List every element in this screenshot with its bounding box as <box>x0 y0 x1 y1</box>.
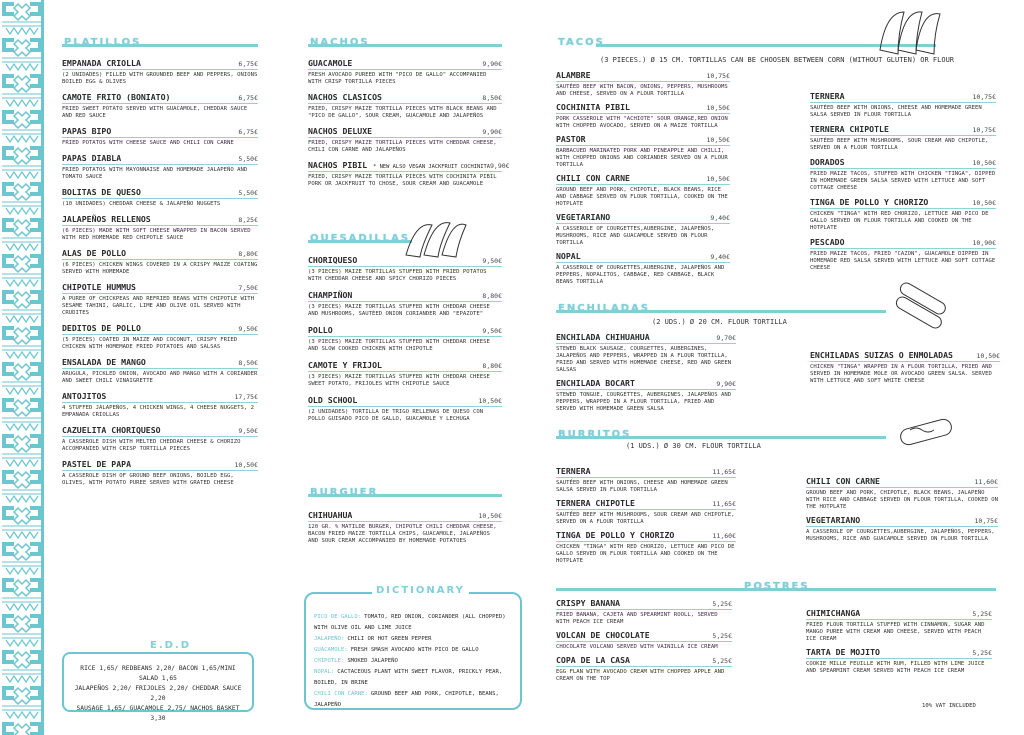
menu-item-price: 6,75€ <box>238 94 258 102</box>
platillos-list <box>62 58 258 487</box>
dictionary-entry <box>314 634 512 645</box>
menu-item-name: PESCADO <box>810 237 845 247</box>
menu-item-description: FRIED POTATOS WITH CHEESE SAUCE AND CHILI CON CARNE <box>62 140 234 146</box>
menu-item-price: 8,50€ <box>482 94 502 102</box>
menu-item-price: 10,75€ <box>706 72 730 80</box>
section-title-platillos: PLATILLOS <box>62 34 258 52</box>
menu-item-price: 10,50€ <box>706 136 730 144</box>
menu-item-name: DEDITOS DE POLLO <box>62 323 141 333</box>
dictionary-entry <box>314 667 512 689</box>
menu-item-price: 10,50€ <box>478 512 502 520</box>
menu-item-header <box>810 350 1000 362</box>
menu-item-header <box>62 425 258 437</box>
dictionary-term: JALAPEÑO: <box>314 636 345 642</box>
burritos-subtitle: (1 UDS.) Ø 30 CM. FLOUR TORTILLA <box>626 442 761 450</box>
menu-item <box>556 173 730 208</box>
menu-item-price: 10,50€ <box>478 397 502 405</box>
menu-item-price: 8,50€ <box>238 359 258 367</box>
menu-item-header <box>810 197 996 209</box>
menu-item-name: NACHOS PIBIL * NEW ALSO VEGAN JACKFRUIT COCHINITA <box>308 160 490 170</box>
menu-item <box>308 510 502 545</box>
section-title-nachos: NACHOS <box>308 34 502 52</box>
menu-item-header <box>308 395 502 407</box>
menu-item-header <box>62 214 258 226</box>
menu-item-price: 5,25€ <box>712 600 732 608</box>
menu-item <box>62 248 258 276</box>
menu-item-note: * NEW ALSO VEGAN JACKFRUIT COCHINITA <box>373 164 490 170</box>
menu-item-description: (3 PIECES) MAIZE TORTILLAS STUFFED WITH CHEDDAR CHEESE SWEET POTATO, FRIJOLES WITH CHIPOTLE SAUCE <box>308 374 490 387</box>
menu-item-price: 5,25€ <box>972 649 992 657</box>
menu-item-name: ENCHILADA CHIHUAHUA <box>556 332 650 342</box>
menu-item-header <box>308 510 502 522</box>
menu-item-description: FRIED POTATOS WITH MAYONNAISE AND HOMEMADE JALAPEÑO AND TOMATO SAUCE <box>62 167 248 180</box>
menu-item-name: COPA DE LA CASA <box>556 655 630 665</box>
menu-item-header <box>62 459 258 471</box>
menu-item-name: ALAMBRE <box>556 70 591 80</box>
menu-item-name: PAPAS BIPO <box>62 126 112 136</box>
dictionary-term: CHIPOTLE: <box>314 658 345 664</box>
dictionary-entry <box>314 656 512 667</box>
menu-item <box>62 425 258 453</box>
menu-item <box>556 498 736 526</box>
menu-item <box>556 630 732 651</box>
menu-item-description: CHICKEN "TINGA" WRAPPED IN A FLOUR TORTILLA, FRIED AND SERVED IN HOMEMADE MOLE OR AVOCADO GREEN SALSA. SERVED WITH LETTUCE AND SOFT WHITE CHEESE <box>810 364 992 384</box>
menu-item <box>62 58 258 86</box>
menu-item-name: CHIHUAHUA <box>308 510 353 520</box>
enchiladas-left-list <box>556 328 736 413</box>
menu-item-description: FRIED SWEET POTATO SERVED WITH GUACAMOLE, CHEDDAR SAUCE AND RED SAUCE <box>62 106 248 119</box>
menu-item-name: CAMOTE FRITO (BONIATO) <box>62 92 171 102</box>
menu-item-name: NACHOS DELUXE <box>308 126 373 136</box>
extras-line: RICE 1,65/ REDBEANS 2,20/ BACON 1,65/MINI SALAD 1,65 <box>80 665 236 682</box>
burritos-left-list <box>556 462 736 565</box>
menu-item-description: (5 PIECES) COATED IN MAIZE AND COCONUT, CRISPY FRIED CHICKEN WITH HOMEMADE FRIED POTATOES AND SALSAS <box>62 337 238 350</box>
menu-item-description: FRIED, CRISPY MAIZE TORTILLA PIECES WITH COCHINITA PIBIL PORK OR JACKFRUIT TO CHOSE, SOUR CREAM AND GUACAMOLE <box>308 174 497 187</box>
menu-item <box>810 91 996 119</box>
platillos-column <box>62 34 258 487</box>
menu-item-price: 9,90€ <box>482 128 502 136</box>
menu-item-price: 10,75€ <box>972 93 996 101</box>
menu-item-name: TARTA DE MOJITO <box>806 647 880 657</box>
dictionary-term: GUACAMOLE: <box>314 647 348 653</box>
menu-item-description: 120 GR. % MATILDE BURGER, CHIPOTLE CHILI CHEDDAR CHEESE, BACON FRIED MAIZE TORTILLA CHIPS, GUACAMOLE, JALAPEÑOS AND SOUR CREAM ACCOMPANIED BY HOMEMADE POTATOES <box>308 524 497 544</box>
menu-item-description: (10 UNIDADES) CHEDDAR CHEESE & JALAPEÑO NUGGETS <box>62 201 221 207</box>
menu-item-name: POLLO <box>308 325 333 335</box>
menu-item-price: 5,50€ <box>238 155 258 163</box>
menu-item <box>62 357 258 385</box>
menu-item-header <box>308 325 502 337</box>
menu-item <box>308 160 510 188</box>
menu-item-header <box>62 282 258 294</box>
enchiladas-subtitle: (2 UDS.) Ø 20 CM. FLOUR TORTILLA <box>652 318 787 326</box>
menu-item-description: SAUTÉED BEEF WITH ONIONS, CHEESE AND HOMEMADE GREEN SALSA SERVED IN FLOUR TORTILLA <box>556 480 728 493</box>
menu-item-price: 10,75€ <box>974 517 998 525</box>
menu-item-price: 10,50€ <box>972 159 996 167</box>
burritos-right-list <box>806 472 998 543</box>
menu-item <box>806 476 998 511</box>
menu-item-description: FRIED, CRISPY MAIZE TORTILLA PIECES WITH BLACK BEANS AND "PICO DE GALLO", SOUR CREAM, GUACAMOLE AND JALAPEÑOS <box>308 106 497 119</box>
menu-item <box>556 70 730 98</box>
menu-item <box>62 126 258 147</box>
menu-item-name: GUACAMOLE <box>308 58 353 68</box>
extras-line: SAUSAGE 1,65/ GUACAMOLE 2,75/ NACHOS BASKET 3,30 <box>76 705 240 722</box>
menu-item-description: CHICKEN "TINGA" WITH RED CHORIZO, LETTUCE AND PICO DE GALLO SERVED ON FLOUR TORTILLA AND COOKED ON THE HOTPLATE <box>556 544 735 564</box>
quesadillas-list <box>308 255 502 423</box>
menu-item-name: PASTEL DE PAPA <box>62 459 132 469</box>
menu-item-description: (6 PIECES) MADE WITH SOFT CHEESE WRAPPED IN BACON SERVED WITH RED HOMEMADE RED CHIPOTLE SAUCE <box>62 228 251 241</box>
menu-item <box>62 391 258 419</box>
menu-item-price: 10,50€ <box>234 461 258 469</box>
nachos-column <box>308 34 510 188</box>
menu-item-name: CHILI CON CARNE <box>806 476 880 486</box>
menu-item-price: 10,90€ <box>972 239 996 247</box>
menu-item <box>810 124 996 152</box>
menu-item-price: 10,50€ <box>706 104 730 112</box>
menu-item-name: ENCHILADAS SUIZAS O ENMOLADAS <box>810 350 953 360</box>
menu-item-name: JALAPEÑOS RELLENOS <box>62 214 151 224</box>
menu-item <box>62 214 258 242</box>
menu-item-header <box>556 70 730 82</box>
quesadilla-illustration <box>402 215 470 261</box>
menu-item-name: VEGETARIANO <box>556 212 611 222</box>
menu-item-description: (3 PIECES) MAIZE TORTILLAS STUFFED WITH FRIED POTATOS WITH CHEDDAR CHEESE AND SPICY CHORIZO PIECES <box>308 269 487 282</box>
menu-item-price: 6,75€ <box>238 60 258 68</box>
menu-item-name: TINGA DE POLLO Y CHORIZO <box>556 530 675 540</box>
menu-item-price: 9,40€ <box>710 253 730 261</box>
menu-item-description: GROUND BEEF AND PORK, CHIPOTLE, BLACK BEANS, RICE AND CABBAGE SERVED ON FLOUR TORTILLA, COOKED ON THE HOTPLATE <box>556 187 728 207</box>
menu-item-name: VOLCAN DE CHOCOLATE <box>556 630 650 640</box>
menu-item <box>62 92 258 120</box>
menu-item-header <box>556 332 736 344</box>
menu-item-name: ENCHILADA BOCART <box>556 378 635 388</box>
menu-item-description: STEWED BLACK SAUSAGE, COURGETTES, AUBERGINES, JALAPEÑOS AND PEPPERS, WRAPPED IN A FLOUR TORTILLA, FRIED AND SERVED WITH HOMEMADE CHEESE, RED AND GREEN SALSAS <box>556 346 732 373</box>
menu-item-name: CRISPY BANANA <box>556 598 621 608</box>
menu-item <box>62 323 258 351</box>
burguer-column <box>308 484 502 545</box>
menu-item <box>810 237 996 272</box>
menu-item-name: CHILI CON CARNE <box>556 173 630 183</box>
menu-item-header <box>556 630 732 642</box>
menu-item-header <box>806 647 992 659</box>
menu-item-price: 10,50€ <box>976 352 1000 360</box>
menu-item-price: 11,65€ <box>712 500 736 508</box>
dictionary-term: CHILI CON CARNE: <box>314 691 368 697</box>
menu-item <box>308 325 502 353</box>
menu-item-description: (3 PIECES) MAIZE TORTILLAS STUFFED WITH CHEDDAR CHEESE AND MUSHROOMS, SAUTÉED ONION CORIANDER AND "EPAZOTE" <box>308 304 490 317</box>
menu-item-price: 11,60€ <box>974 478 998 486</box>
menu-item-name: CAZUELITA CHORIQUESO <box>62 425 161 435</box>
menu-item-description: CHICKEN "TINGA" WITH RED CHORIZO, LETTUCE AND PICO DE GALLO SERVED ON FLOUR TORTILLA AND COOKED ON THE HOTPLATE <box>810 211 989 231</box>
menu-item <box>308 92 502 120</box>
dictionary-entry <box>314 689 512 711</box>
extras-box <box>62 652 254 722</box>
menu-item-description: GROUND BEEF AND PORK, CHIPOTLE, BLACK BEANS, JALAPEÑO WITH RICE AND CABBAGE SERVED ON FLOUR TORTILLA, COOKED ON THE HOTPLATE <box>806 490 998 510</box>
menu-item <box>62 282 258 317</box>
menu-item-description: 4 STUFFED JALAPEÑOS, 4 CHICKEN WINGS, 4 CHEESE NUGGETS, 2 EMPANADA CRIOLLAS <box>62 405 254 418</box>
menu-item <box>556 598 732 626</box>
menu-item-price: 8,80€ <box>238 250 258 258</box>
menu-item-description: COOKIE MILLE FEUILLE WITH RUM, FILLED WITH LIME JUICE AND SPEARMINT CREAM SERVED WITH PEACH ICE CREAM <box>806 661 985 674</box>
section-title-burritos: BURRITOS <box>556 426 996 444</box>
menu-item-description: STEWED TONGUE, COURGETTES, AUBERGINES, JALAPEÑOS AND PEPPERS, WRAPPED IN A FLOUR TORTILLA, FRIED AND SERVED WITH HOMEMADE GREEN SALSA <box>556 392 732 412</box>
postres-right-list <box>806 604 992 675</box>
menu-item-header <box>556 655 732 667</box>
menu-item-description: A CASSEROLE DISH OF GROUND BEEF ONIONS, BOILED EGG, OLIVES, WITH POTATO PUREE SERVED WITH GRATED CHEESE <box>62 473 234 486</box>
postres-left-list <box>556 594 732 683</box>
menu-item-name: OLD SCHOOL <box>308 395 358 405</box>
menu-item-price: 7,50€ <box>238 284 258 292</box>
menu-item-header <box>62 323 258 335</box>
menu-item <box>556 212 730 247</box>
section-title-postres: POSTRES <box>556 578 996 596</box>
menu-item-price: 8,80€ <box>482 292 502 300</box>
menu-item <box>62 153 258 181</box>
menu-item-description: A CASSEROLE DISH WITH MELTED CHEDDAR CHEESE & CHORIZO ACCOMPANIED WITH CRISP TORTILLA PIECES <box>62 439 241 452</box>
menu-item-price: 9,50€ <box>482 327 502 335</box>
menu-item-price: 9,90€ <box>490 162 510 170</box>
menu-item-header <box>308 290 502 302</box>
menu-item-header <box>556 173 730 185</box>
menu-item-header <box>556 498 736 510</box>
menu-item-price: 11,65€ <box>712 468 736 476</box>
menu-item-name: CHIPOTLE HUMMUS <box>62 282 136 292</box>
dictionary-box <box>304 592 522 710</box>
menu-item-price: 8,80€ <box>482 362 502 370</box>
menu-item-price: 10,75€ <box>972 126 996 134</box>
menu-item-name: TINGA DE POLLO Y CHORIZO <box>810 197 929 207</box>
menu-item-price: 9,90€ <box>482 60 502 68</box>
dictionary-entry <box>314 645 512 656</box>
menu-item-name: CAMOTE Y FRIJOL <box>308 360 382 370</box>
menu-item-header <box>806 608 992 620</box>
menu-item <box>806 647 992 675</box>
menu-item-description: FRIED BANANA, CAJETA AND SPEARMINT ROOLL, SERVED WITH PEACH ICE CREAM <box>556 612 718 625</box>
menu-item-price: 9,90€ <box>716 380 736 388</box>
menu-item-header <box>556 466 736 478</box>
menu-item-name: DORADOS <box>810 157 845 167</box>
menu-item-header <box>556 530 736 542</box>
dictionary-definition: GROUND BEEF AND PORK, CHIPOTLE, BEANS, JALAPEÑO <box>314 691 499 708</box>
menu-item-description: FRIED, CRISPY MAIZE TORTILLA PIECES WITH CHEDDAR CHEESE, CHILI CON CARNE AND JALAPEÑOS <box>308 140 497 153</box>
menu-item-description: FRIED MAIZE TACOS, FRIED "CAZON", GUACAMOLE DIPPED IN HOMEMADE RED SALSA SERVED WITH LETTUCE AND SOFT COTTAGE CHEESE <box>810 251 996 271</box>
menu-item-description: EGG FLAN WITH AVOCADO CREAM WITH CHOPPED APPLE AND CREAM ON THE TOP <box>556 669 725 682</box>
menu-item <box>556 134 730 169</box>
menu-item <box>308 395 502 423</box>
menu-item-header <box>62 357 258 369</box>
menu-item-name: PAPAS DIABLA <box>62 153 122 163</box>
dictionary-title: DICTIONARY <box>372 585 469 596</box>
menu-item-name: BOLITAS DE QUESO <box>62 187 141 197</box>
burrito-illustration <box>896 412 956 452</box>
dictionary-term: PICO DE GALLO: <box>314 614 362 620</box>
menu-item-name: TERNERA <box>556 466 591 476</box>
menu-item-price: 8,25€ <box>238 216 258 224</box>
menu-item-name: ANTOJITOS <box>62 391 107 401</box>
menu-item-description: FRIED FLOUR TORTILLA STUFFED WITH CINNAMON, SUGAR AND MANGO PUREE WITH CREAM AND CHEESE, SERVED WITH PEACH ICE CREAM <box>806 622 985 642</box>
menu-item-description: CHOCOLATE VOLCANO SERVED WITH VAINILLA ICE CREAM <box>556 644 718 650</box>
enchiladas-right-list <box>810 346 1000 385</box>
menu-item-description: SAUTÉED BEEF WITH MUSHROOMS, SOUR CREAM AND CHIPOTLE, SERVED ON A FLOUR TORTILLA <box>810 138 989 151</box>
menu-item-description: SAUTÉED BEEF WITH ONIONS, CHEESE AND HOMEMADE GREEN SALSA SERVED IN FLOUR TORTILLA <box>810 105 982 118</box>
menu-item-description: (6 PIECES) CHICKEN WINGS COVERED IN A CRISPY MAIZE COATING SERVED WITH HOMEMADE <box>62 262 258 275</box>
menu-item-price: 9,50€ <box>482 257 502 265</box>
tacos-left-list <box>556 66 730 286</box>
menu-item-description: FRESH AVOCADO PUREED WITH "PICO DE GALLO" ACCOMPANIED WITH CRISP TORTILLA PIECES <box>308 72 487 85</box>
menu-item-price: 9,50€ <box>238 427 258 435</box>
menu-item <box>556 466 736 494</box>
menu-item-price: 9,70€ <box>716 334 736 342</box>
menu-item-description: FRIED MAIZE TACOS, STUFFED WITH CHICKEN "TINGA", DIPPED IN HOMEMADE GREEN SALSA SERVED WITH LETTUCE AND SOFT COTTAGE CHEESE <box>810 171 996 191</box>
menu-item <box>62 459 258 487</box>
menu-item-header <box>556 378 736 390</box>
menu-item-description: SAUTÉED BEEF WITH MUSHROOMS, SOUR CREAM AND CHIPOTLE, SERVED ON A FLOUR TORTILLA <box>556 512 735 525</box>
menu-item-name: PASTOR <box>556 134 586 144</box>
menu-item <box>308 126 502 154</box>
menu-item-price: 5,50€ <box>238 189 258 197</box>
dictionary-entry <box>314 612 512 634</box>
menu-item-header <box>810 237 996 249</box>
menu-item-description: (3 PIECES) MAIZE TORTILLAS STUFFED WITH CHEDDAR CHEESE AND SLOW COOKED CHICKEN WITH CHIPOTLE <box>308 339 490 352</box>
aztec-pattern-border <box>0 0 44 735</box>
menu-item <box>308 58 502 86</box>
menu-item <box>806 608 992 643</box>
menu-item-header <box>308 92 502 104</box>
menu-item-header <box>556 251 730 263</box>
menu-item <box>308 290 502 318</box>
menu-item-price: 11,60€ <box>712 532 736 540</box>
menu-item-header <box>308 126 502 138</box>
menu-item-header <box>308 58 502 70</box>
menu-item-header <box>62 248 258 260</box>
menu-item-name: VEGETARIANO <box>806 515 861 525</box>
menu-item-header <box>62 92 258 104</box>
menu-item-header <box>806 515 998 527</box>
menu-item-price: 17,75€ <box>234 393 258 401</box>
menu-item <box>556 655 732 683</box>
menu-item-header <box>556 134 730 146</box>
menu-item-price: 10,50€ <box>706 175 730 183</box>
extras-title: E.D.D <box>146 640 195 651</box>
menu-item-name: NOPAL <box>556 251 581 261</box>
enchiladas-illustration <box>892 282 952 332</box>
menu-item-name: ALAS DE POLLO <box>62 248 127 258</box>
menu-item-header <box>308 360 502 372</box>
menu-item-header <box>810 124 996 136</box>
menu-item-header <box>810 91 996 103</box>
menu-item-name: COCHINITA PIBIL <box>556 102 630 112</box>
dictionary-definition: CHILI OR HOT GREEN PEPPER <box>347 636 432 642</box>
menu-item-name: TERNERA CHIPOTLE <box>810 124 889 134</box>
menu-item-header <box>62 58 258 70</box>
menu-item-name: CHORIQUESO <box>308 255 358 265</box>
dictionary-definition: TOMATO, RED ONION, CORIANDER (ALL CHOPPED) WITH OLIVE OIL AND LIME JUICE <box>314 614 506 631</box>
menu-item <box>62 187 258 208</box>
menu-item-header <box>810 157 996 169</box>
menu-item <box>810 157 996 192</box>
menu-item-description: SAUTÉED BEEF WITH BACON, ONIONS, PEPPERS, MUSHROOMS AND CHEESE, SERVED ON A FLOUR TORTILLA <box>556 84 728 97</box>
menu-item <box>556 251 730 286</box>
menu-item-description: ARUGULA, PICKLED ONION, AVOCADO AND MANGO WITH A CORIANDER AND SWEET CHILI VINAIGRETTE <box>62 371 258 384</box>
menu-item-description: A CASSEROLE OF COURGETTES,AUBERGINE, JALAPEÑOS, PEPPERS, MUSHROOMS, RICE AND GUACAMOLE SERVED ON FLOUR TORTILLA <box>806 529 995 542</box>
dictionary-definition: SMOKED JALAPEÑO <box>347 658 398 664</box>
burguer-list <box>308 510 502 545</box>
menu-item-header <box>806 476 998 488</box>
menu-item-description: (2 UNIDADES) TORTILLA DE TRIGO RELLENAS DE QUESO CON POLLO GUISADO PICO DE GALLO, GUACAMOLE Y LECHUGA <box>308 409 484 422</box>
menu-item-price: 5,25€ <box>712 632 732 640</box>
menu-item <box>810 350 1000 385</box>
menu-item <box>556 102 730 130</box>
menu-item-name: EMPANADA CRIOLLA <box>62 58 141 68</box>
menu-item <box>806 515 998 543</box>
menu-item-header <box>556 212 730 224</box>
menu-item-header <box>62 153 258 165</box>
menu-item-description: (2 UNIDADES) FILLED WITH GROUNDED BEEF AND PEPPERS, ONIONS BOILED EGG & OLIVES <box>62 72 258 85</box>
tacos-subtitle: (3 PIECES.) Ø 15 CM. TORTILLAS CAN BE CHOOSEN BETWEEN CORN (WITHOUT GLUTEN) OR FLOUR <box>600 56 955 64</box>
menu-item-header <box>62 391 258 403</box>
menu-item-price: 5,25€ <box>712 657 732 665</box>
menu-item-header <box>62 187 258 199</box>
menu-item-name: ENSALADA DE MANGO <box>62 357 146 367</box>
nachos-list <box>308 58 510 188</box>
menu-item-price: 10,50€ <box>972 199 996 207</box>
dictionary-definition: FRESH SMASH AVOCADO WITH PICO DE GALLO <box>350 647 479 653</box>
section-title-quesadillas: QUESADILLAS <box>310 233 411 244</box>
menu-item-price: 6,75€ <box>238 128 258 136</box>
menu-item-description: BARBACUED MARINATED PORK AND PINEAPPLE AND CHILLI, WITH CHOPPED ONIONS AND CORIANDER SERVED ON A FLOUR TORTILLA <box>556 148 728 168</box>
tacos-illustration <box>876 6 946 58</box>
menu-item-name: CHIMICHANGA <box>806 608 861 618</box>
section-title-tacos: TACOS <box>556 34 996 52</box>
tacos-right-list <box>810 86 996 272</box>
menu-item-header <box>556 102 730 114</box>
menu-item-header <box>308 160 510 172</box>
menu-item-header <box>62 126 258 138</box>
vat-note: 10% VAT INCLUDED <box>922 703 976 709</box>
menu-item-name: NACHOS CLASICOS <box>308 92 382 102</box>
dictionary-term: NOPAL: <box>314 669 335 675</box>
menu-item-price: 9,50€ <box>238 325 258 333</box>
menu-item-name: TERNERA CHIPOTLE <box>556 498 635 508</box>
dictionary-definition: CACTACEOUS PLANT WITH SWEET FLAVOR, PRICKLY PEAR, BOILED, IN BRINE <box>314 669 503 686</box>
menu-item <box>810 197 996 232</box>
menu-item-name: TERNERA <box>810 91 845 101</box>
menu-item-description: PORK CASSEROLE WITH "ACHIOTE" SOUR ORANGE,RED ONION WITH CHOPPED AVOCADO, SERVED ON A MAIZE TORTILLA <box>556 116 728 129</box>
menu-item <box>308 360 502 388</box>
extras-line: JALAPEÑOS 2,20/ FRIJOLES 2,20/ CHEDDAR SAUCE 2,20 <box>74 685 242 702</box>
menu-item <box>556 530 736 565</box>
menu-item-description: A CASSEROLE OF COURGETTES,AUBERGINE, JALAPEÑOS AND PEPPERS, NOPALITOS, CABBAGE, RED CABBAGE, BLACK BEANS TORTILLA <box>556 265 725 285</box>
menu-item-description: A PUREE OF CHICKPEAS AND REFRIED BEANS WITH CHIPOTLE WITH SESAME TAHINI, GARLIC, LIME AND OLIVE OIL SERVED WITH CRUDITES <box>62 296 254 316</box>
section-title-burguer: BURGUER <box>308 484 502 502</box>
menu-item-header <box>556 598 732 610</box>
menu-item-price: 5,25€ <box>972 610 992 618</box>
menu-item <box>556 332 736 374</box>
menu-item <box>556 378 736 413</box>
section-title-enchiladas: ENCHILADAS <box>556 300 996 318</box>
menu-item-price: 9,40€ <box>710 214 730 222</box>
menu-item-description: A CASSEROLE OF COURGETTES,AUBERGINE, JALAPEÑOS, MUSHROOMS, RICE AND GUACAMOLE SERVED ON FLOUR TORTILLA <box>556 226 715 246</box>
menu-item-name: CHAMPIÑON <box>308 290 353 300</box>
